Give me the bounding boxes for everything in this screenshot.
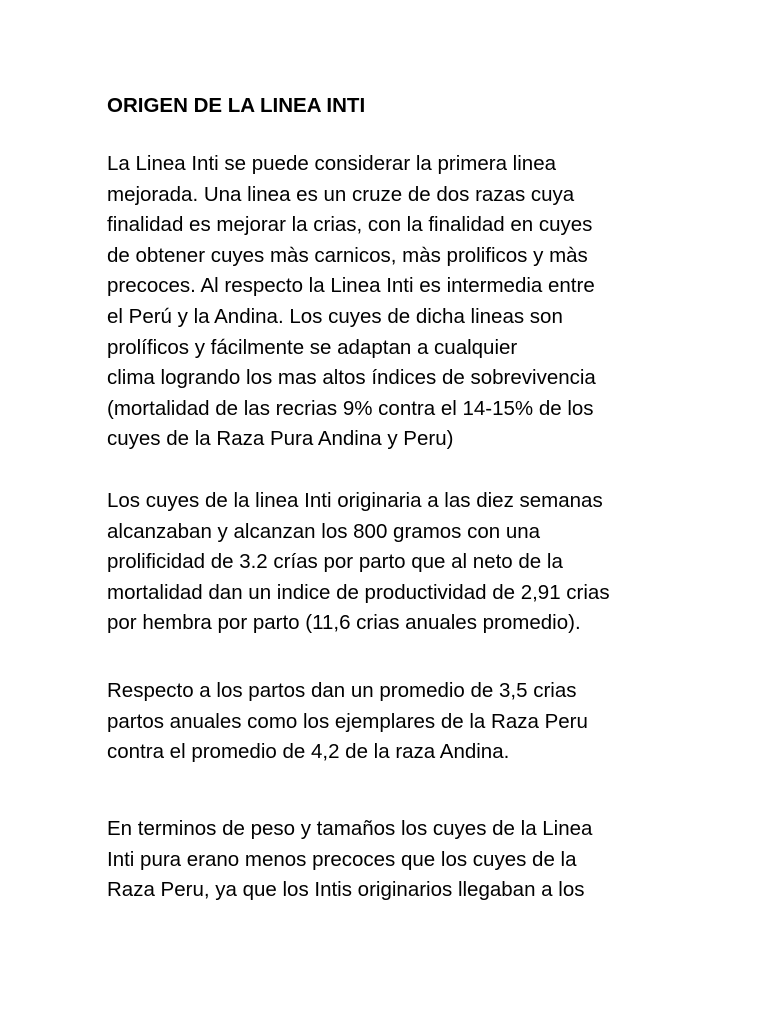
text-line: por hembra por parto (11,6 crias anuales promedio). <box>107 611 581 635</box>
text-line: Los cuyes de la linea Inti originaria a las diez semanas <box>107 489 603 512</box>
text-line: alcanzaban y alcanzan los 800 gramos con una <box>107 519 541 543</box>
text-line: prolificidad de 3.2 crías por parto que al neto de la <box>107 550 563 574</box>
text-line: el Perú y la Andina. Los cuyes de dicha lineas son <box>107 304 563 328</box>
paragraph-weight <box>107 486 610 639</box>
text-line: Raza Peru, ya que los Intis originarios llegaban a los <box>107 878 585 902</box>
paragraph-size <box>107 814 592 906</box>
text-line: precoces. Al respecto la Linea Inti es intermedia entre <box>107 274 595 298</box>
text-line: mejorada. Una linea es un cruze de dos razas cuya <box>107 182 575 206</box>
text-line: Respecto a los partos dan un promedio de 3,5 crias <box>107 679 577 702</box>
paragraph-births <box>107 676 588 768</box>
text-line: cuyes de la Raza Pura Andina y Peru) <box>107 427 454 451</box>
text-line: prolíficos y fácilmente se adaptan a cualquier <box>107 335 518 359</box>
text-line: de obtener cuyes màs carnicos, màs prolificos y màs <box>107 243 588 267</box>
text-line: La Linea Inti se puede considerar la primera linea <box>107 152 556 175</box>
text-line: clima logrando los mas altos índices de sobrevivencia <box>107 366 596 390</box>
document-title: ORIGEN DE LA LINEA INTI <box>107 94 366 117</box>
text-line: Inti pura erano menos precoces que los cuyes de la <box>107 847 577 871</box>
text-line: (mortalidad de las recrias 9% contra el 14-15% de los <box>107 396 594 420</box>
text-line: partos anuales como los ejemplares de la Raza Peru <box>107 709 588 733</box>
paragraph-origin <box>107 149 596 455</box>
text-line: finalidad es mejorar la crias, con la finalidad en cuyes <box>107 213 593 237</box>
text-line: mortalidad dan un indice de productividad de 2,91 crias <box>107 580 610 604</box>
text-line: contra el promedio de 4,2 de la raza Andina. <box>107 740 510 764</box>
text-line: En terminos de peso y tamaños los cuyes de la Linea <box>107 817 593 840</box>
